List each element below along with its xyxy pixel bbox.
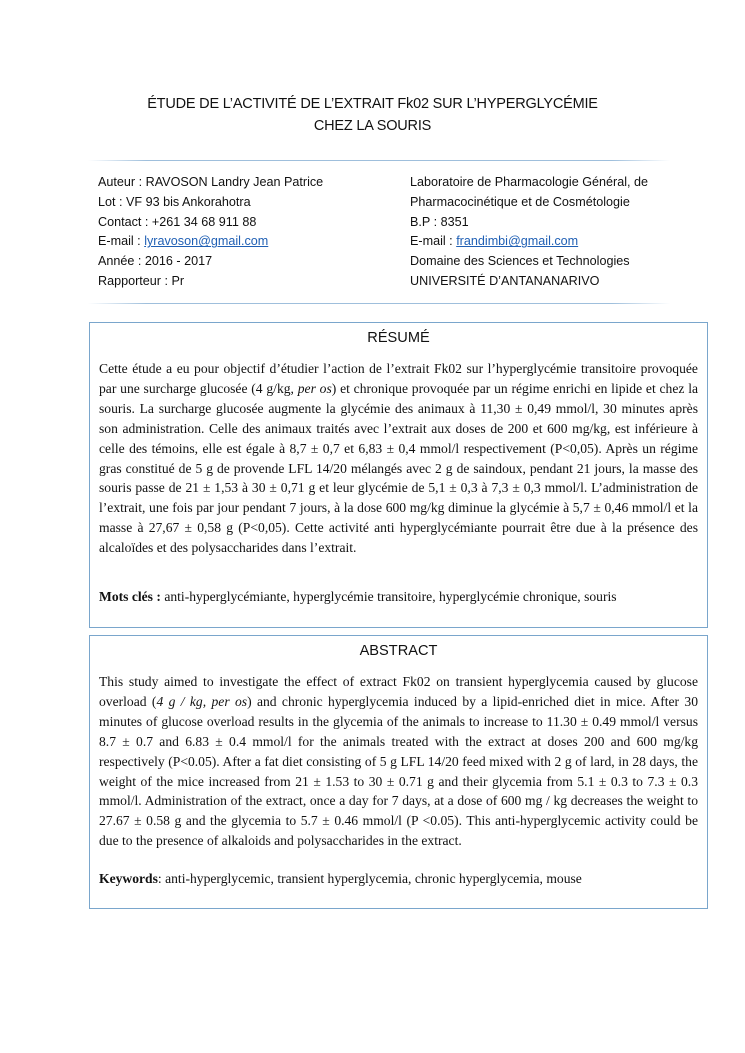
year-label: Année :: [98, 254, 142, 269]
abstract-keywords-label: Keywords: [99, 871, 158, 886]
contact-value: +261 34 68 911 88: [151, 214, 257, 229]
author-value: RAVOSON Landry Jean Patrice: [145, 175, 324, 189]
resume-body: [99, 359, 698, 558]
top-divider: [88, 160, 670, 161]
resume-line: (P<0,05). Cette activité anti hyperglycémiante pourrait être due à la présence des alcaloïdes et des: [99, 520, 698, 556]
resume-line: mmol/l, 30 minutes après son administration. Celle des animaux traités avec l’extrait aux doses de: [99, 400, 698, 436]
author-email-label: E-mail :: [98, 234, 141, 249]
year-row: [98, 252, 323, 272]
abstract-line: with 2 g of lard, in 28 days, the weight of the mice increased from 21 ± 1.53 to 30 ± 0.71 g and their: [99, 753, 698, 789]
rapporteur-value: Pr: [171, 273, 185, 288]
resume-keywords-label: Mots clés :: [99, 589, 161, 604]
abstract-heading: ABSTRACT: [359, 643, 438, 659]
resume-heading: RÉSUMÉ: [367, 330, 430, 346]
resume-line: provoquée par une surcharge glucosée (4 g/kg, per os) et chronique provoquée par un régime enrichi: [99, 361, 698, 396]
abstract-line: This study aimed to investigate the effect of extract Fk02 on transient hyperglycemia caused by: [99, 674, 651, 689]
resume-keywords-text: anti-hyperglycémiante, hyperglycémie transitoire, hyperglycémie chronique, souris: [164, 589, 617, 604]
resume-box: [89, 322, 708, 628]
resume-line: polysaccharides dans l’extrait.: [191, 540, 357, 556]
rapporteur-label: Rapporteur :: [98, 273, 169, 288]
author-label: Auteur :: [98, 175, 143, 189]
bp-label: B.P :: [410, 214, 438, 229]
paper-title: [0, 93, 745, 137]
lab-info: [410, 173, 648, 292]
abstract-line: glycemia from 5.1 ± 0.3 to 7.3 ± 0.3 mmol/l. Administration of the extract, once a day for 7 days,: [99, 773, 698, 809]
domain-line: Domaine des Sciences et Technologies: [410, 254, 630, 269]
abstract-line: polysaccharides in the extract.: [297, 833, 462, 849]
author-info: [98, 173, 323, 292]
bp-value: 8351: [440, 214, 469, 229]
abstract-box: [89, 635, 708, 909]
abstract-line: 200 and 600 mg/kg respectively (P<0.05). After a fat diet consisting of 5 g LFL 14/20 feed mixed: [99, 733, 698, 769]
lab-line-2: Pharmacocinétique et de Cosmétologie: [410, 194, 630, 209]
abstract-line: at a dose of 600 mg / kg decreases the weight to 27.67 ± 0.58 g and the glycemia to 5.7 ± 0.46 mmol/l: [99, 793, 698, 829]
abstract-body: [99, 672, 698, 851]
abstract-keywords: [99, 871, 698, 887]
lab-line-1: Laboratoire de Pharmacologie Général, de: [410, 175, 649, 189]
resume-line: en lipide et chez la souris. La surcharge glucosée augmente la glycémie des animaux à 11,30 ± 0,49: [99, 380, 699, 416]
title-line-2: CHEZ LA SOURIS: [313, 118, 432, 134]
resume-line: glycémie de 5,1 ± 0,3 à 7,3 ± 0,3 mmol/l. L’administration de l’extrait, une fois par jour pendant 7: [99, 480, 699, 516]
lab-email-label: E-mail :: [410, 234, 453, 249]
resume-line: avec 2 g de saindoux, pendant 21 jours, la masse des souris passe de 21 ± 1,53 à 30 ± 0,71 g et leur: [99, 460, 699, 496]
abstract-line: (P <0.05). This anti-hyperglycemic activity could be due to the presence of alkaloids and: [99, 813, 698, 849]
abstract-line: ± 0.49 mmol/l versus 8.7 ± 0.7 and 6.83 ± 0.4 mmol/l for the animals treated with the extract at doses: [99, 713, 698, 749]
lab-email-row: [410, 232, 648, 252]
contact-row: [98, 213, 323, 233]
author-email-link[interactable]: lyravoson@gmail.com: [144, 234, 269, 249]
lot-value: VF 93 bis Ankorahotra: [126, 194, 251, 209]
resume-line: 200 et 600 mg/kg, est inférieure à celle des témoins, elle est égale à 8,7 ± 0,7 et 6,83 ± 0,4 mmol/l: [99, 420, 698, 456]
resume-keywords: [99, 589, 698, 605]
abstract-keywords-text: : anti-hyperglycemic, transient hyperglycemia, chronic hyperglycemia, mouse: [157, 871, 582, 886]
title-line-1: ÉTUDE DE L’ACTIVITÉ DE L’EXTRAIT Fk02 SUR L’HYPERGLYCÉMIE: [147, 96, 598, 112]
abstract-line: glucose overload (4 g / kg, per os) and chronic hyperglycemia induced by a lipid-enriched diet in: [99, 674, 698, 709]
university-line: UNIVERSITÉ D’ANTANANARIVO: [410, 273, 600, 288]
author-row: [98, 173, 323, 193]
resume-line: jours, à la dose 600 mg/kg diminue la glycémie à 5,7 ± 0,46 mmol/l et la masse à 27,67 ± 0,58 g: [99, 500, 698, 536]
rapporteur-row: [98, 272, 323, 292]
abstract-line: mice. After 30 minutes of glucose overload results in the glycemia of the animals to increase to 11.30: [99, 693, 699, 729]
lot-row: [98, 193, 323, 213]
author-email-row: [98, 232, 323, 252]
bottom-divider: [88, 303, 670, 304]
bp-row: [410, 213, 648, 233]
lot-label: Lot :: [98, 194, 123, 209]
resume-line: respectivement (P<0,05). Après un régime gras constitué de 5 g de provende LFL 14/20 mélangés: [99, 440, 699, 476]
year-value: 2016 - 2017: [144, 254, 213, 269]
resume-line: Cette étude a eu pour objectif d’étudier l’action de l’extrait Fk02 sur l’hyperglycémie transitoire: [99, 361, 637, 376]
lab-email-link[interactable]: frandimbi@gmail.com: [456, 234, 579, 249]
contact-label: Contact :: [98, 214, 149, 229]
